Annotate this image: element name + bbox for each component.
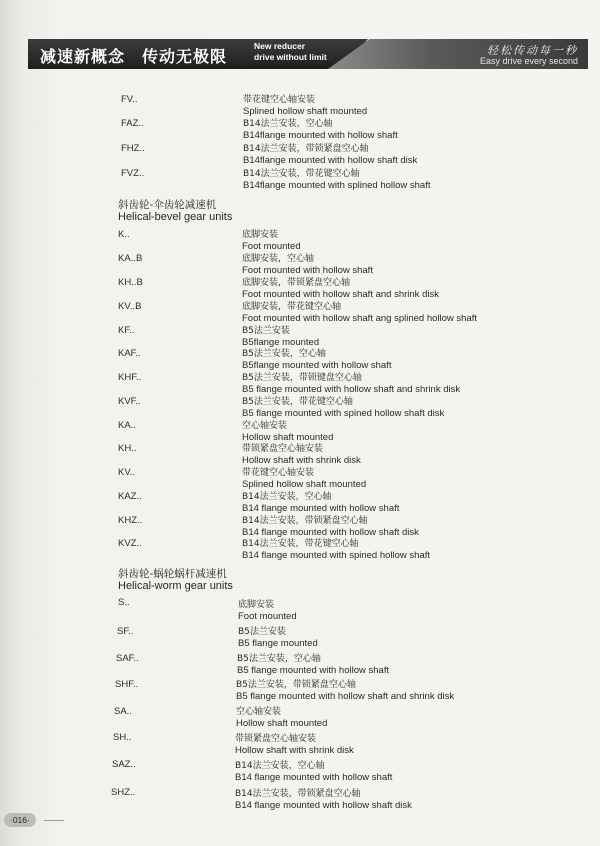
page-number-rule xyxy=(44,820,64,821)
section-title-cn: 斜齿轮-蜗轮蜗杆减速机 xyxy=(118,568,227,580)
product-description xyxy=(242,467,366,491)
product-description xyxy=(243,94,367,118)
description-en: B14flange mounted with splined hollow shaft xyxy=(243,180,431,191)
description-cn: 底脚安装 xyxy=(242,230,279,240)
description-en: B5flange mounted with hollow shaft xyxy=(242,360,392,371)
section-title-helical-bevel xyxy=(118,199,232,224)
description-en: Foot mounted with hollow shaft ang splined hollow shaft xyxy=(242,313,477,324)
description-en: Hollow shaft mounted xyxy=(242,432,334,443)
product-code: SHZ.. xyxy=(111,787,136,798)
description-cn: 底脚安装 xyxy=(238,600,275,610)
description-cn: B14法兰安装，空心轴 xyxy=(243,119,333,129)
description-cn: 空心轴安装 xyxy=(242,421,288,431)
description-en: B14 flange mounted with spined hollow shaft xyxy=(242,550,431,561)
description-en: B14 flange mounted with hollow shaft disk xyxy=(235,800,412,811)
product-code: KH.. xyxy=(118,443,137,454)
description-en: B5 flange mounted with hollow shaft and shrink disk xyxy=(242,384,461,395)
description-en: Splined hollow shaft mounted xyxy=(242,479,367,490)
description-cn: B5法兰安装 xyxy=(242,326,290,336)
description-en: Hollow shaft with shrink disk xyxy=(235,745,354,756)
product-code: SF.. xyxy=(117,626,134,637)
product-description xyxy=(242,301,477,325)
product-description xyxy=(242,253,373,277)
product-description xyxy=(243,118,398,142)
section-title-cn: 斜齿轮-伞齿轮减速机 xyxy=(118,199,217,211)
product-description xyxy=(236,679,454,703)
description-cn: B14法兰安装，空心轴 xyxy=(235,761,325,771)
product-code: KAF.. xyxy=(118,348,141,359)
header-banner xyxy=(28,39,588,69)
description-cn: B5法兰安装，带锁紧盘空心轴 xyxy=(236,680,356,690)
description-cn: B5法兰安装，空心轴 xyxy=(242,349,326,359)
product-description xyxy=(236,706,327,730)
product-description xyxy=(242,325,319,349)
description-cn: B5法兰安装，带花键空心轴 xyxy=(242,397,353,407)
product-description xyxy=(242,396,444,420)
product-code: FAZ.. xyxy=(121,118,144,129)
description-en: B5 flange mounted with spined hollow shaft disk xyxy=(242,408,445,419)
product-code: KA.. xyxy=(118,420,136,431)
description-en: B14flange mounted with hollow shaft xyxy=(243,130,398,141)
description-cn: B14法兰安装，带锁紧盘空心轴 xyxy=(243,144,369,154)
banner-title-cn: 减速新概念 传动无极限 xyxy=(40,47,228,66)
product-code: KV..B xyxy=(118,301,142,312)
description-cn: 带花键空心轴安装 xyxy=(242,468,315,478)
product-description xyxy=(235,788,412,812)
product-description xyxy=(242,420,333,444)
product-code: FHZ.. xyxy=(121,143,145,154)
product-description xyxy=(242,348,391,372)
product-description xyxy=(242,443,361,467)
section-title-en: Helical-bevel gear units xyxy=(118,211,233,223)
product-code: SH.. xyxy=(113,732,132,743)
section-title-helical-worm xyxy=(118,568,233,593)
product-description xyxy=(235,760,392,784)
product-code: KAZ.. xyxy=(118,491,142,502)
product-code: S.. xyxy=(118,597,130,608)
product-code: SHF.. xyxy=(115,679,139,690)
description-en: Foot mounted with hollow shaft xyxy=(242,265,373,276)
product-code: SAF.. xyxy=(116,653,139,664)
product-description xyxy=(243,143,417,167)
description-en: B5 flange mounted with hollow shaft and shrink disk xyxy=(236,691,455,702)
description-en: B14 flange mounted with hollow shaft disk xyxy=(242,527,419,538)
product-code: KF.. xyxy=(118,325,135,336)
description-en: B14 flange mounted with hollow shaft xyxy=(235,772,393,783)
product-description xyxy=(243,168,430,192)
product-description xyxy=(242,229,301,253)
description-cn: 底脚安装，带花键空心轴 xyxy=(242,302,342,312)
product-code: FVZ.. xyxy=(121,168,145,179)
banner-slogan-cn: 轻松传动每一秒 xyxy=(487,44,578,57)
product-description xyxy=(235,733,354,757)
product-code: KA..B xyxy=(118,253,143,264)
description-cn: 带花键空心轴安装 xyxy=(243,95,316,105)
description-cn: 空心轴安装 xyxy=(236,707,282,717)
product-code: KVZ.. xyxy=(118,538,142,549)
description-en: Hollow shaft mounted xyxy=(236,718,328,729)
description-en: Foot mounted xyxy=(238,611,297,622)
description-en: Foot mounted xyxy=(242,241,301,252)
product-description xyxy=(242,515,419,539)
product-code: KH..B xyxy=(118,277,143,288)
description-en: B14flange mounted with hollow shaft disk xyxy=(243,155,418,166)
product-code: K.. xyxy=(118,229,130,240)
product-description xyxy=(242,538,430,562)
product-code: KVF.. xyxy=(118,396,141,407)
description-cn: 底脚安装，空心轴 xyxy=(242,254,315,264)
product-description xyxy=(242,277,439,301)
description-en: Hollow shaft with shrink disk xyxy=(242,455,361,466)
product-code: KHZ.. xyxy=(118,515,143,526)
product-description xyxy=(238,626,318,650)
description-en: Splined hollow shaft mounted xyxy=(243,106,368,117)
description-cn: B14法兰安装，空心轴 xyxy=(242,492,332,502)
description-cn: B5法兰安装，空心轴 xyxy=(237,654,321,664)
description-cn: B5法兰安装，带锁键盘空心轴 xyxy=(242,373,362,383)
description-cn: 带锁紧盘空心轴安装 xyxy=(242,444,324,454)
description-cn: B5法兰安装 xyxy=(238,627,286,637)
product-code: SA.. xyxy=(114,706,132,717)
banner-slogan-en: Easy drive every second xyxy=(479,56,578,66)
description-cn: B14法兰安装，带花键空心轴 xyxy=(243,169,360,179)
product-code: KHF.. xyxy=(118,372,142,383)
description-cn: B14法兰安装，带锁紧盘空心轴 xyxy=(242,516,368,526)
product-code: KV.. xyxy=(118,467,136,478)
section-title-en: Helical-worm gear units xyxy=(118,580,233,592)
description-en: Foot mounted with hollow shaft and shrink disk xyxy=(242,289,439,300)
description-cn: B14法兰安装，带花键空心轴 xyxy=(242,539,359,549)
banner-title-en xyxy=(254,41,364,63)
banner-title-en-line1: New reducer xyxy=(254,41,306,51)
product-description xyxy=(242,372,460,396)
description-en: B14 flange mounted with hollow shaft xyxy=(242,503,400,514)
product-code: FV.. xyxy=(121,94,138,105)
description-en: B5flange mounted xyxy=(242,337,320,348)
product-code: SAZ.. xyxy=(112,759,136,770)
product-description xyxy=(242,491,399,515)
description-cn: 底脚安装，带锁紧盘空心轴 xyxy=(242,278,351,288)
page-number: ·016· xyxy=(4,813,36,827)
description-cn: B14法兰安装，带锁紧盘空心轴 xyxy=(235,789,361,799)
product-description xyxy=(238,599,297,623)
banner-title-en-line2: drive without limit xyxy=(254,52,327,62)
product-description xyxy=(237,653,389,677)
description-en: B5 flange mounted with hollow shaft xyxy=(237,665,390,676)
description-en: B5 flange mounted xyxy=(238,638,318,649)
description-cn: 带锁紧盘空心轴安装 xyxy=(235,734,317,744)
